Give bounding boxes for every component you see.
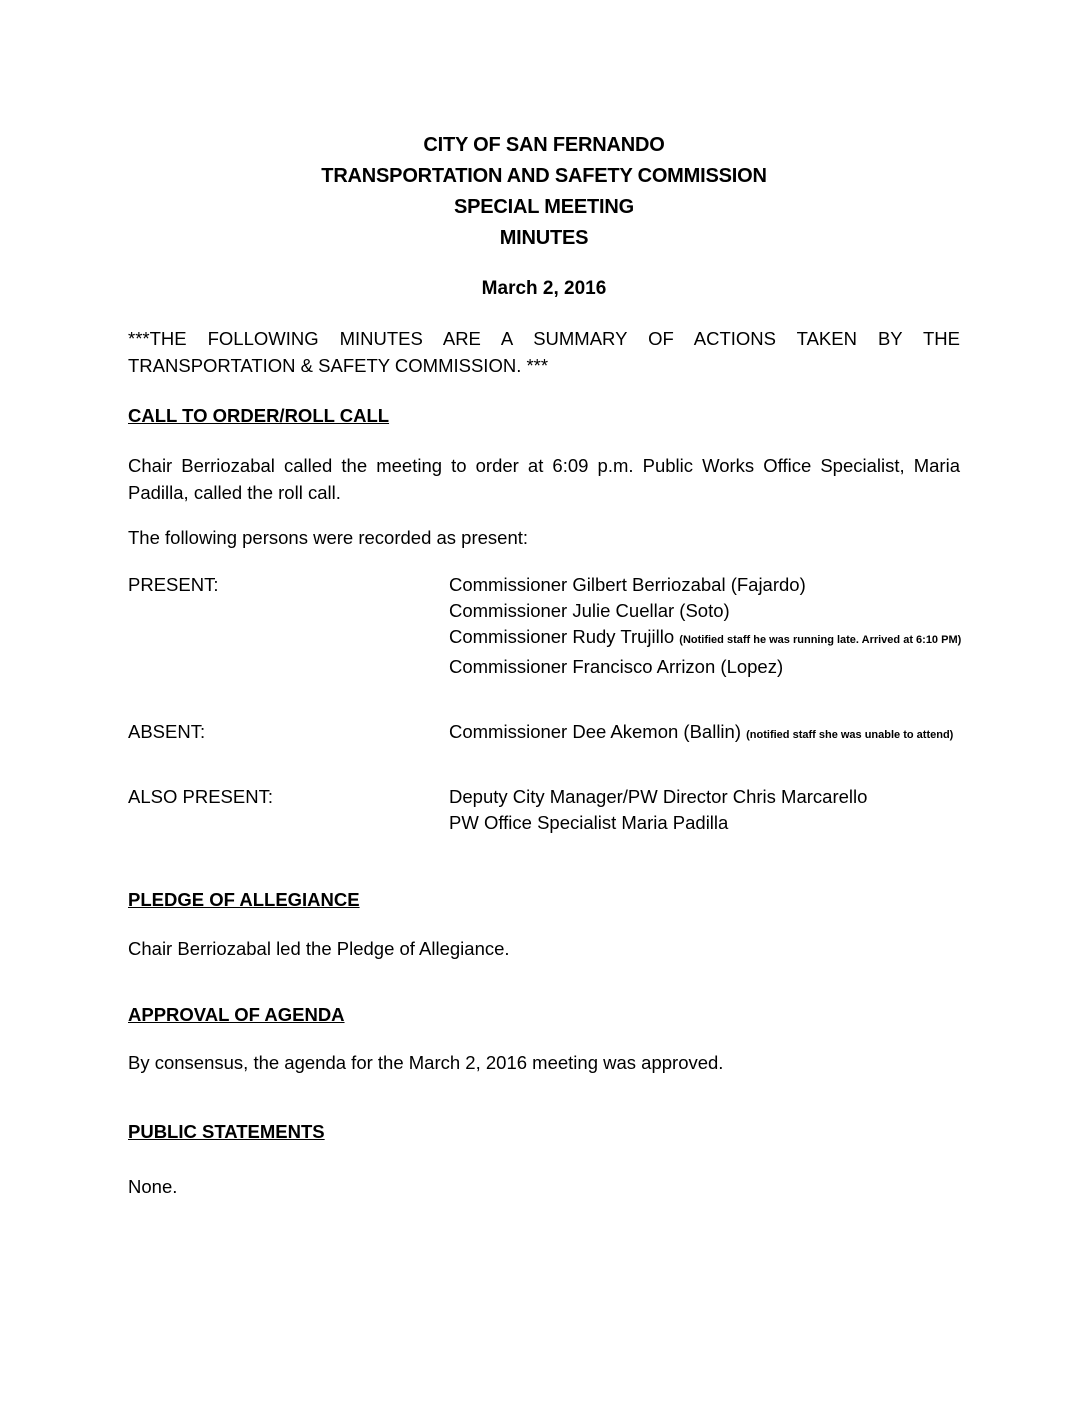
absent-label: ABSENT: <box>128 721 206 742</box>
pledge-text: Chair Berriozabal led the Pledge of Allegiance. <box>128 938 510 959</box>
call-to-order-text: Chair Berriozabal called the meeting to order at 6:09 p.m. Public Works Office Specialist, Maria Padilla, called the roll call. <box>128 455 960 503</box>
present-member-note: (Notified staff he was running late. Arrived at 6:10 PM) <box>679 634 962 646</box>
attendance-intro: The following persons were recorded as present: <box>128 527 529 548</box>
present-list <box>449 572 964 680</box>
document-heading <box>0 130 1088 254</box>
present-label: PRESENT: <box>128 574 219 595</box>
present-member: Commissioner Gilbert Berriozabal (Fajardo) <box>449 574 806 595</box>
heading-meeting-type: SPECIAL MEETING <box>454 196 634 218</box>
absent-list <box>449 719 964 745</box>
pledge-heading: PLEDGE OF ALLEGIANCE <box>128 889 360 910</box>
public-statements-text: None. <box>128 1176 178 1197</box>
present-member: Commissioner Francisco Arrizon (Lopez) <box>449 656 784 677</box>
present-member <box>449 624 964 650</box>
present-member-name: Commissioner Rudy Trujillo <box>449 626 675 647</box>
agenda-heading: APPROVAL OF AGENDA <box>128 1004 345 1025</box>
heading-minutes: MINUTES <box>499 227 589 249</box>
also-present-label: ALSO PRESENT: <box>128 786 273 807</box>
public-statements-heading: PUBLIC STATEMENTS <box>128 1121 325 1142</box>
also-present-list <box>449 784 964 836</box>
summary-notice: ***THE FOLLOWING MINUTES ARE A SUMMARY OF ACTIONS TAKEN BY THE TRANSPORTATION & SAFETY COMMISSION. *** <box>128 328 960 376</box>
heading-city: CITY OF SAN FERNANDO <box>423 134 665 156</box>
meeting-date: March 2, 2016 <box>481 278 607 299</box>
heading-commission: TRANSPORTATION AND SAFETY COMMISSION <box>321 165 767 187</box>
absent-member-note: (notified staff she was unable to attend) <box>746 729 954 741</box>
present-member: Commissioner Julie Cuellar (Soto) <box>449 600 730 621</box>
call-to-order-heading: CALL TO ORDER/ROLL CALL <box>128 405 390 426</box>
absent-member-name: Commissioner Dee Akemon (Ballin) <box>449 721 741 742</box>
also-present-person: Deputy City Manager/PW Director Chris Marcarello <box>449 786 868 807</box>
agenda-text: By consensus, the agenda for the March 2, 2016 meeting was approved. <box>128 1052 724 1073</box>
also-present-person: PW Office Specialist Maria Padilla <box>449 812 729 833</box>
